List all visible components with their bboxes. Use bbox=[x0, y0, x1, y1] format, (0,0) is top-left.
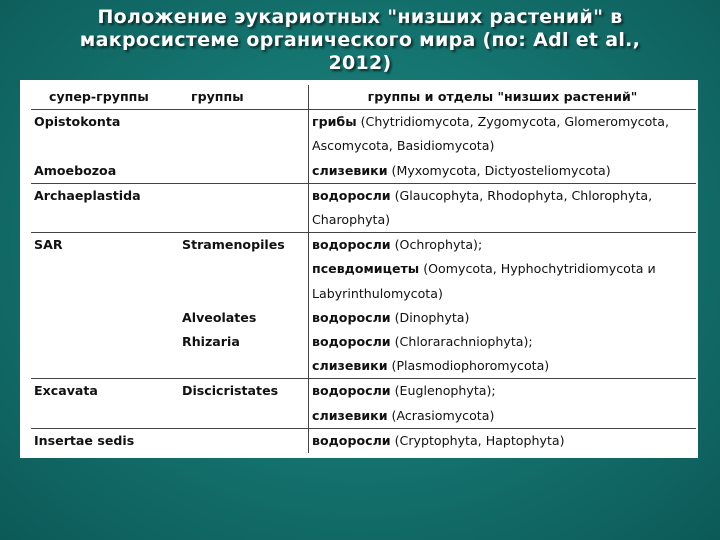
slide-title bbox=[40, 6, 680, 75]
cell-group: Alveolates bbox=[182, 309, 257, 325]
division-taxa: Ascomycota, Basidiomycota) bbox=[312, 138, 495, 154]
cell-supergroup bbox=[31, 330, 179, 354]
cell-division bbox=[309, 183, 697, 208]
cell-group bbox=[179, 404, 309, 429]
header-supergroups: супер-группы bbox=[31, 85, 179, 110]
cell-group bbox=[179, 110, 309, 135]
header-divisions: группы и отделы "низших растений" bbox=[309, 85, 697, 110]
division-kind: водоросли bbox=[312, 237, 391, 253]
cell-supergroup bbox=[31, 354, 179, 379]
cell-supergroup bbox=[31, 134, 179, 158]
table-row bbox=[31, 208, 696, 233]
cell-division bbox=[309, 379, 697, 404]
cell-group bbox=[179, 183, 309, 208]
division-taxa: (Chytridiomycota, Zygomycota, Glomeromycota, bbox=[356, 114, 669, 130]
cell-supergroup bbox=[31, 208, 179, 233]
table-row bbox=[31, 183, 696, 208]
cell-group bbox=[179, 354, 309, 379]
cell-division bbox=[309, 428, 697, 453]
division-kind: псевдомицеты bbox=[312, 261, 420, 277]
table-row bbox=[31, 306, 696, 330]
cell-supergroup: SAR bbox=[34, 237, 63, 253]
table-row bbox=[31, 257, 696, 281]
division-taxa: (Myxomycota, Dictyosteliomycota) bbox=[387, 162, 611, 178]
table-row bbox=[31, 233, 696, 258]
division-kind: слизевики bbox=[312, 162, 388, 178]
cell-division bbox=[309, 233, 697, 258]
division-kind: водоросли bbox=[312, 187, 391, 203]
table-row bbox=[31, 354, 696, 379]
title-line-1: Положение эукариотных "низших растений" в bbox=[97, 6, 623, 28]
cell-supergroup: Archaeplastida bbox=[34, 187, 141, 203]
table-row bbox=[31, 428, 696, 453]
table-row bbox=[31, 404, 696, 429]
table-row bbox=[31, 159, 696, 184]
cell-group bbox=[179, 208, 309, 233]
cell-group: Stramenopiles bbox=[182, 237, 285, 253]
cell-supergroup bbox=[31, 306, 179, 330]
table-row bbox=[31, 379, 696, 404]
division-kind: водоросли bbox=[312, 334, 391, 350]
cell-supergroup: Excavata bbox=[34, 383, 98, 399]
table-header-row bbox=[31, 85, 696, 110]
division-taxa: (Chlorarachniophyta); bbox=[390, 334, 533, 350]
table-row bbox=[31, 330, 696, 354]
division-kind: слизевики bbox=[312, 358, 388, 374]
cell-group bbox=[179, 134, 309, 158]
division-kind: слизевики bbox=[312, 407, 388, 423]
cell-division bbox=[309, 282, 697, 306]
cell-supergroup: Opistokonta bbox=[34, 114, 121, 130]
division-taxa: (Plasmodiophoromycota) bbox=[387, 358, 550, 374]
division-taxa: (Acrasiomycota) bbox=[387, 407, 495, 423]
division-taxa: (Oomycota, Hyphochytridiomycota и bbox=[419, 261, 656, 277]
division-kind: водоросли bbox=[312, 309, 391, 325]
cell-supergroup: Amoebozoa bbox=[31, 159, 179, 184]
header-groups: группы bbox=[179, 85, 309, 110]
cell-division bbox=[309, 354, 697, 379]
cell-supergroup: Insertae sedis bbox=[34, 432, 135, 448]
division-taxa: Labyrinthulomycota) bbox=[312, 285, 443, 301]
cell-group bbox=[179, 428, 309, 453]
division-kind: грибы bbox=[312, 114, 357, 130]
division-kind: водоросли bbox=[312, 383, 391, 399]
cell-group: Discicristates bbox=[182, 383, 279, 399]
division-taxa: (Euglenophyta); bbox=[390, 383, 496, 399]
cell-division bbox=[309, 306, 697, 330]
cell-group bbox=[179, 257, 309, 281]
division-taxa: (Glaucophyta, Rhodophyta, Chlorophyta, bbox=[390, 187, 653, 203]
division-taxa: (Cryptophyta, Haptophyta) bbox=[390, 432, 565, 448]
cell-group bbox=[179, 282, 309, 306]
table-row bbox=[31, 110, 696, 135]
cell-division bbox=[309, 159, 697, 184]
title-line-2: макросистеме органического мира (по: Adl et al., bbox=[79, 29, 641, 51]
classification-table-panel bbox=[20, 80, 698, 458]
table-row bbox=[31, 134, 696, 158]
cell-group: Rhizaria bbox=[182, 334, 240, 350]
classification-table bbox=[31, 85, 696, 453]
cell-division bbox=[309, 208, 697, 233]
cell-division bbox=[309, 110, 697, 135]
cell-group bbox=[179, 159, 309, 184]
table-row bbox=[31, 282, 696, 306]
cell-supergroup bbox=[31, 257, 179, 281]
title-line-3: 2012) bbox=[328, 52, 392, 74]
cell-division bbox=[309, 257, 697, 281]
cell-supergroup bbox=[31, 282, 179, 306]
cell-division bbox=[309, 134, 697, 158]
cell-supergroup bbox=[31, 404, 179, 429]
cell-division bbox=[309, 330, 697, 354]
cell-division bbox=[309, 404, 697, 429]
division-taxa: (Dinophyta) bbox=[390, 309, 470, 325]
division-taxa: (Ochrophyta); bbox=[390, 237, 483, 253]
division-kind: водоросли bbox=[312, 432, 391, 448]
division-taxa: Charophyta) bbox=[312, 212, 391, 228]
